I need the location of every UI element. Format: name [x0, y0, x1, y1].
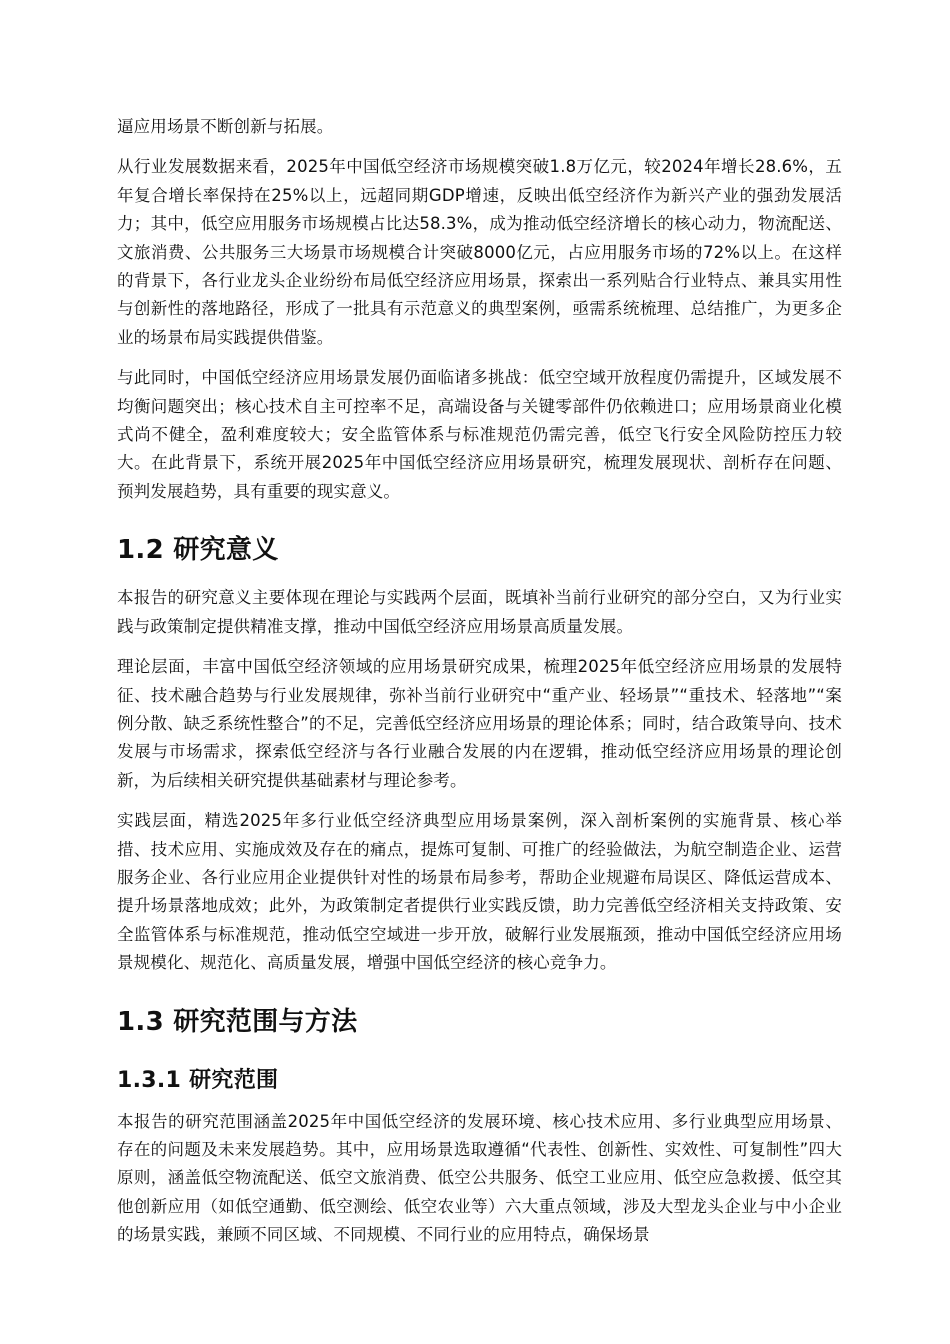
- paragraph-scope: 本报告的研究范围涵盖2025年中国低空经济的发展环境、核心技术应用、多行业典型应用场景、存在的问题及未来发展趋势。其中，应用场景选取遵循“代表性、创新性、实效性、可复制性”四大原则，涵盖低空物流配送、低空文旅消费、低空公共服务、低空工业应用、低空应急救援、低空其他创新应用（如低空通勤、低空测绘、低空农业等）六大重点领域，涉及大型龙头企业与中小企业的场景实践，兼顾不同区域、不同规模、不同行业的应用特点，确保场景: [117, 1111, 842, 1245]
- paragraph-theory: 理论层面，丰富中国低空经济领域的应用场景研究成果，梳理2025年低空经济应用场景的发展特征、技术融合趋势与行业发展规律，弥补当前行业研究中“重产业、轻场景”“重技术、轻落地”“案例分散、缺乏系统性整合”的不足，完善低空经济应用场景的理论体系；同时，结合政策导向、技术发展与市场需求，探索低空经济与各行业融合发展的内在逻辑，推动低空经济应用场景的理论创新，为后续相关研究提供基础素材与理论参考。: [117, 657, 842, 790]
- subsection-heading-1-3-1: 1.3.1 研究范围: [117, 1067, 279, 1093]
- paragraph-challenges: 与此同时，中国低空经济应用场景发展仍面临诸多挑战：低空空域开放程度仍需提升，区域发展不均衡问题突出；核心技术自主可控率不足，高端设备与关键零部件仍依赖进口；应用场景商业化模式尚不健全，盈利难度较大；安全监管体系与标准规范仍需完善，低空飞行安全风险防控压力较大。在此背景下，系统开展2025年中国低空经济应用场景研究，梳理发展现状、剖析存在问题、预判发展趋势，具有重要的现实意义。: [117, 368, 842, 501]
- paragraph-market-data: 从行业发展数据来看，2025年中国低空经济市场规模突破1.8万亿元，较2024年增长28.6%，五年复合增长率保持在25%以上，远超同期GDP增速，反映出低空经济作为新兴产业的强劲发展活力；其中，低空应用服务市场规模占比达58.3%，成为推动低空经济增长的核心动力，物流配送、文旅消费、公共服务三大场景市场规模合计突破8000亿元，占应用服务市场的72%以上。在这样的背景下，各行业龙头企业纷纷布局低空经济应用场景，探索出一系列贴合行业特点、兼具实用性与创新性的落地路径，形成了一批具有示范意义的典型案例，亟需系统梳理、总结推广，为更多企业的场景布局实践提供借鉴。: [117, 157, 842, 347]
- paragraph-significance-intro: 本报告的研究意义主要体现在理论与实践两个层面，既填补当前行业研究的部分空白，又为行业实践与政策制定提供精准支撑，推动中国低空经济应用场景高质量发展。: [117, 588, 842, 636]
- document-page: [117, 113, 842, 1250]
- section-heading-1-3: 1.3 研究范围与方法: [117, 1006, 358, 1037]
- section-heading-1-2: 1.2 研究意义: [117, 535, 279, 566]
- paragraph-continuation: 逼应用场景不断创新与拓展。: [117, 117, 334, 136]
- paragraph-practice: 实践层面，精选2025年多行业低空经济典型应用场景案例，深入剖析案例的实施背景、核心举措、技术应用、实施成效及存在的痛点，提炼可复制、可推广的经验做法，为航空制造企业、运营服务企业、各行业应用企业提供针对性的场景布局参考，帮助企业规避布局误区、降低运营成本、提升场景落地成效；此外，为政策制定者提供行业实践反馈，助力完善低空经济相关支持政策、安全监管体系与标准规范，推动低空空域进一步开放，破解行业发展瓶颈，推动中国低空经济应用场景规模化、规范化、高质量发展，增强中国低空经济的核心竞争力。: [117, 811, 842, 973]
